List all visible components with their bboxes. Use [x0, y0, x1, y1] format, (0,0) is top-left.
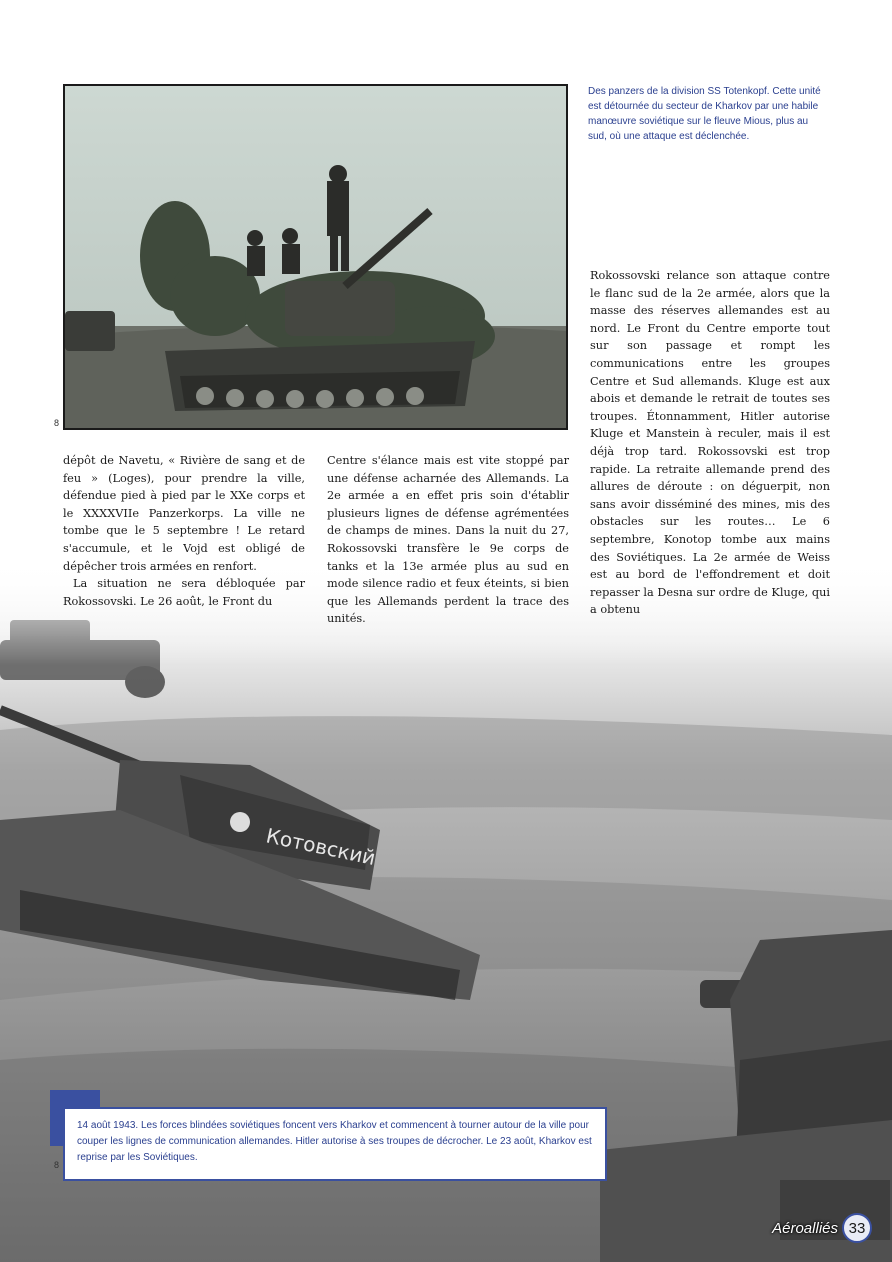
photo-marker-bottom: 8	[54, 1160, 60, 1170]
text-column-1	[63, 452, 305, 610]
text-column-2	[327, 452, 569, 628]
top-photo-panzer	[63, 84, 568, 430]
bottom-photo-caption: 14 août 1943. Les forces blindées soviétiques foncent vers Kharkov et commencent à tourner autour de la ville pour couper les lignes de communication allemandes. Hitler autorise à ses troupes de décrocher. Le 23 août, Kharkov est reprise par les Soviétiques.	[63, 1107, 607, 1181]
top-photo-caption: Des panzers de la division SS Totenkopf. Cette unité est détournée du secteur de Kharkov par une habile manœuvre soviétique sur le fleuve Mious, plus au sud, où une attaque est déclenchée.	[588, 86, 821, 142]
paragraph: Centre s'élance mais est vite stoppé par une défense acharnée des Allemands. La 2e armée a en effet pris soin d'établir plusieurs lignes de défense agrémentées de champs de mines. Dans la nuit du 27, Rokossovski transfère le 9e corps de tanks et la 13e armée plus au sud en mode silence radio et feux éteints, si bien que les Allemands perdent la trace des unités.	[327, 454, 569, 626]
paragraph: Rokossovski relance son attaque contre le flanc sud de la 2e armée, alors que la masse des réserves allemandes est au nord. Le Front du Centre emporte tout sur son passage et rompt les communications entre les groupes Centre et Sud allemands. Kluge est aux abois et demande le retrait de toutes ses troupes. Étonnamment, Hitler autorise Kluge et Manstein à reculer, mais il est déjà trop tard. Rokossovski est trop rapide. La retraite allemande prend des allures de déroute : on déguerpit, non sans avoir disséminé des mines, mis des obstacles sur les routes… Le 6 septembre, Konotop tombe aux mains des Soviétiques. La 2e armée de Weiss est au bord de l'effondrement et doit repasser la Desna sur ordre de Kluge, qui a obtenu	[590, 269, 830, 617]
photo-marker-top: 8	[54, 418, 60, 428]
page-number: 33	[842, 1213, 872, 1243]
page-footer	[772, 1213, 872, 1243]
magazine-brand: Aéroalliés	[772, 1219, 838, 1237]
text-column-3	[590, 267, 830, 619]
paragraph: dépôt de Navetu, « Rivière de sang et de feu » (Loges), pour prendre la ville, défendue pied à pied par le XXe corps et le XXXXVIIe Panzerkorps. La ville ne tombe que le 5 septembre ! Le retard s'accumule, et le Vojd est obligé de dépêcher trois armées en renfort.	[63, 454, 305, 573]
paragraph: La situation ne sera débloquée par Rokossovski. Le 26 août, le Front du	[63, 577, 305, 608]
